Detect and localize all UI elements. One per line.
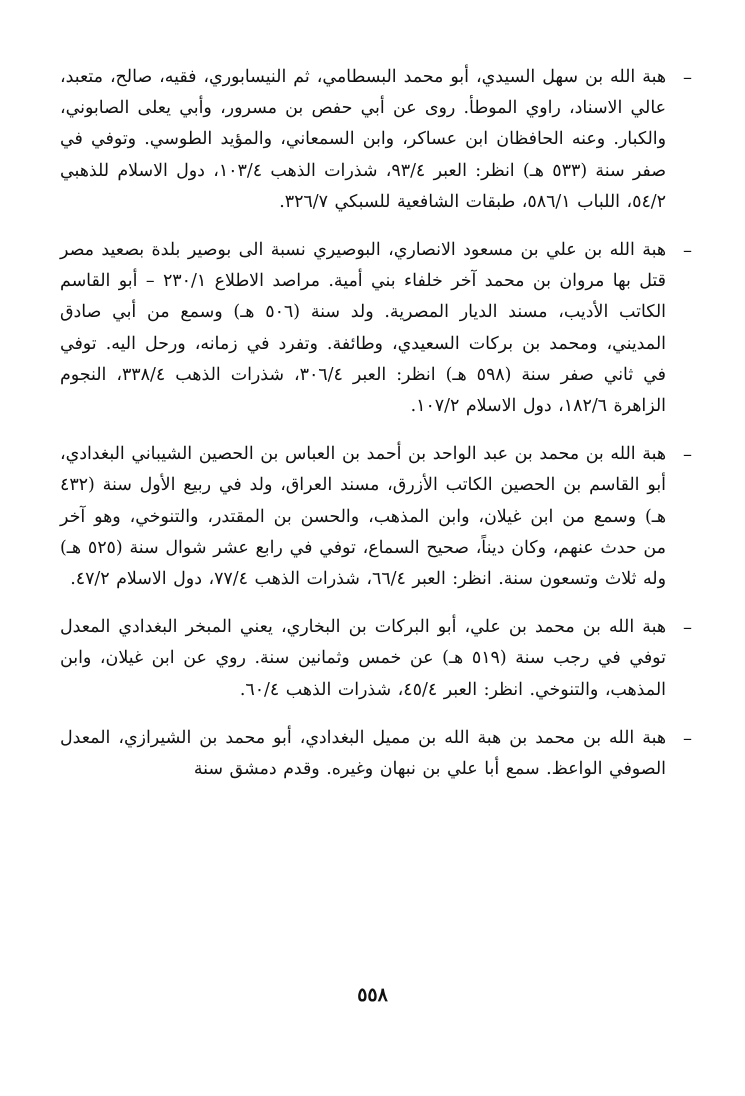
entry-text: هبة الله بن علي بن مسعود الانصاري، البوصيري نسبة الى بوصير بلدة بصعيد مصر قتل بها مروان بن محمد آخر خلفاء بني أمية. مراصد الاطلاع ٢٣٠/١ – أبو القاسم الكاتب الأديب، مسند الديار المصرية. ولد سنة (٥٠٦ هـ) وسمع من أبي صادق المديني، ومحمد بن بركات السعيدي، وطائفة. وتفرد في زمانه، ورحل اليه. توفي في ثاني صفر سنة (٥٩٨ هـ) انظر: العبر ٣٠٦/٤، شذرات الذهب ٣٣٨/٤، النجوم الزاهرة ١٨٢/٦، دول الاسلام ١٠٧/٢. bbox=[60, 240, 666, 417]
entry-text: هبة الله بن محمد بن عبد الواحد بن أحمد بن العباس بن الحصين الشيباني البغدادي، أبو القاسم بن الحصين الكاتب الأزرق، مسند العراق، ولد في ربيع الأول سنة (٤٣٢ هـ) وسمع من ابن غيلان، وابن المذهب، والحسن بن المقتدر، والتنوخي، وهو آخر من حدث عنهم، وكان ديناً، صحيح السماع، توفي في رابع عشر شوال سنة (٥٢٥ هـ) وله ثلاث وتسعون سنة. انظر: العبر ٦٦/٤، شذرات الذهب ٧٧/٤، دول الاسلام ٤٧/٢. bbox=[60, 444, 666, 590]
biography-entry bbox=[60, 439, 692, 595]
entry-dash: – bbox=[683, 617, 692, 639]
biography-entries bbox=[60, 62, 692, 802]
entry-dash: – bbox=[683, 727, 692, 749]
entry-text: هبة الله بن محمد بن علي، أبو البركات بن البخاري، يعني المبخر البغدادي المعدل توفي في رجب سنة (٥١٩ هـ) عن خمس وثمانين سنة. روي عن ابن غيلان، وابن المذهب، والتنوخي. انظر: العبر ٤٥/٤، شذرات الذهب ٦٠/٤. bbox=[60, 617, 666, 700]
biography-entry bbox=[60, 723, 692, 785]
biography-entry bbox=[60, 235, 692, 422]
entry-dash: – bbox=[683, 67, 692, 88]
entry-text: هبة الله بن محمد بن هبة الله بن مميل البغدادي، أبو محمد بن الشيرازي، المعدل الصوفي الواعظ. سمع أبا علي بن نبهان وغيره. وقدم دمشق سنة bbox=[60, 727, 666, 780]
biography-entry bbox=[60, 612, 692, 706]
entry-text: هبة الله بن سهل السيدي، أبو محمد البسطامي، ثم النيسابوري، فقيه، صالح، متعبد، عالي الاسناد، راوي الموطأ. روى عن أبي حفص بن مسرور، وأبي يعلى الصابوني، والكبار. وعنه الحافظان ابن عساكر، وابن السمعاني، والمؤيد الطوسي. وتوفي في صفر سنة (٥٣٣ هـ) انظر: العبر ٩٣/٤، شذرات الذهب ١٠٣/٤، دول الاسلام للذهبي ٥٤/٢، اللباب ٥٨٦/١، طبقات الشافعية للسبكي ٣٢٦/٧. bbox=[60, 67, 666, 212]
entry-dash: – bbox=[683, 444, 692, 466]
page-number: ٥٥٨ bbox=[357, 984, 388, 1006]
biography-entry bbox=[60, 62, 692, 218]
entry-dash: – bbox=[683, 240, 692, 262]
